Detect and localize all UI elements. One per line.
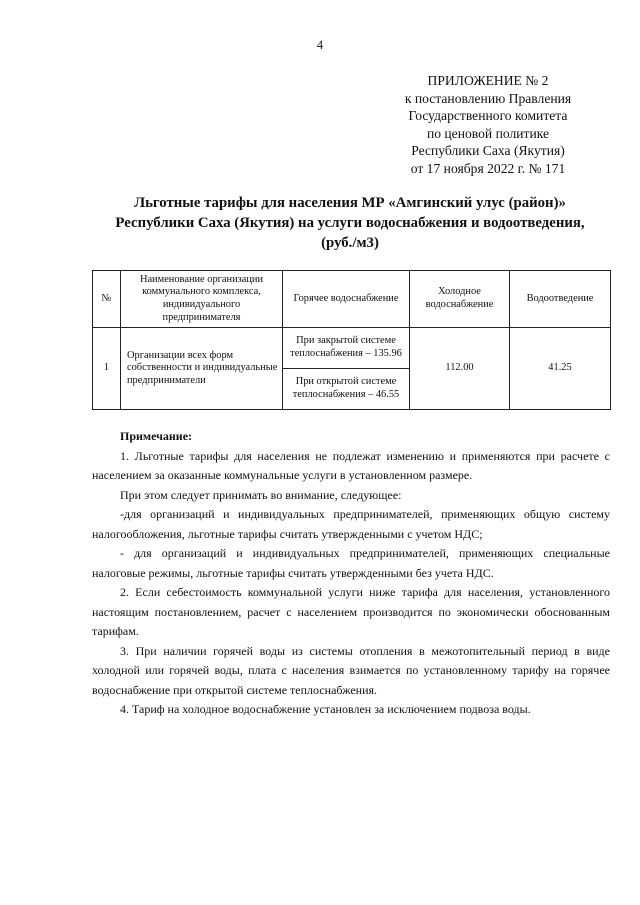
appendix-line: от 17 ноября 2022 г. № 171: [410, 160, 566, 176]
header-hot-water: Горячее водоснабжение: [283, 271, 410, 328]
header-cold-water: Холодное водоснабжение: [410, 271, 510, 328]
table-header-row: [93, 271, 611, 328]
notes-heading: Примечание:: [120, 429, 193, 443]
cell-hot-open: При открытой системе теплоснабжения – 46.55: [283, 369, 410, 410]
note-paragraph: При этом следует принимать во внимание, следующее:: [120, 487, 402, 502]
page-number: 4: [316, 38, 324, 52]
header-drainage: Водоотведение: [510, 271, 611, 328]
document-title: [90, 193, 610, 253]
appendix-block: [388, 72, 588, 178]
cell-drainage: 41.25: [510, 328, 611, 410]
tariffs-table: [92, 270, 611, 410]
cell-hot-closed: При закрытой системе теплоснабжения – 135.96: [283, 328, 410, 369]
title-line: Льготные тарифы для населения МР «Амгинский улус (район)»: [134, 195, 566, 211]
appendix-line: Республики Саха (Якутия): [411, 143, 565, 159]
appendix-line: по ценовой политике: [426, 125, 550, 141]
table-row: [93, 328, 611, 369]
notes-section: [92, 427, 610, 720]
appendix-line: к постановлению Правления: [404, 90, 572, 106]
note-paragraph: - для организаций и индивидуальных предпринимателей, применяющих специальные налоговые режимы, льготные тарифы считать утвержденными без учета НДС.: [92, 546, 610, 580]
note-paragraph: 3. При наличии горячей воды из системы отопления в межотопительный период в виде холодной или горячей воды, плата с населения взимается по установленному тарифу на горячее водоснабжение при открытой системе теплоснабжения.: [92, 643, 610, 697]
appendix-line: Государственного комитета: [408, 108, 568, 124]
note-paragraph: 1. Льготные тарифы для населения не подлежат изменению и применяются при расчете с населением за оказанные коммунальные услуги в установленном размере.: [92, 448, 610, 482]
title-line: (руб./м3): [321, 235, 379, 251]
note-paragraph: -для организаций и индивидуальных предпринимателей, применяющих общую систему налогообложения, льготные тарифы считать утвержденными с учетом НДС;: [92, 507, 610, 541]
cell-num: 1: [93, 328, 121, 410]
title-line: Республики Саха (Якутия) на услуги водоснабжения и водоотведения,: [115, 215, 585, 231]
cell-org: Организации всех форм собственности и индивидуальные предприниматели: [121, 328, 283, 410]
header-org: Наименование организации коммунального комплекса, индивидуального предпринимателя: [121, 271, 283, 328]
appendix-line: ПРИЛОЖЕНИЕ № 2: [427, 73, 549, 88]
header-num: №: [93, 271, 121, 328]
note-paragraph: 4. Тариф на холодное водоснабжение установлен за исключением подвоза воды.: [120, 702, 531, 716]
note-paragraph: 2. Если себестоимость коммунальной услуги ниже тарифа для населения, установленного настоящим постановлением, расчет с населением производится по экономически обоснованным тарифам.: [92, 585, 610, 638]
cell-cold-water: 112.00: [410, 328, 510, 410]
